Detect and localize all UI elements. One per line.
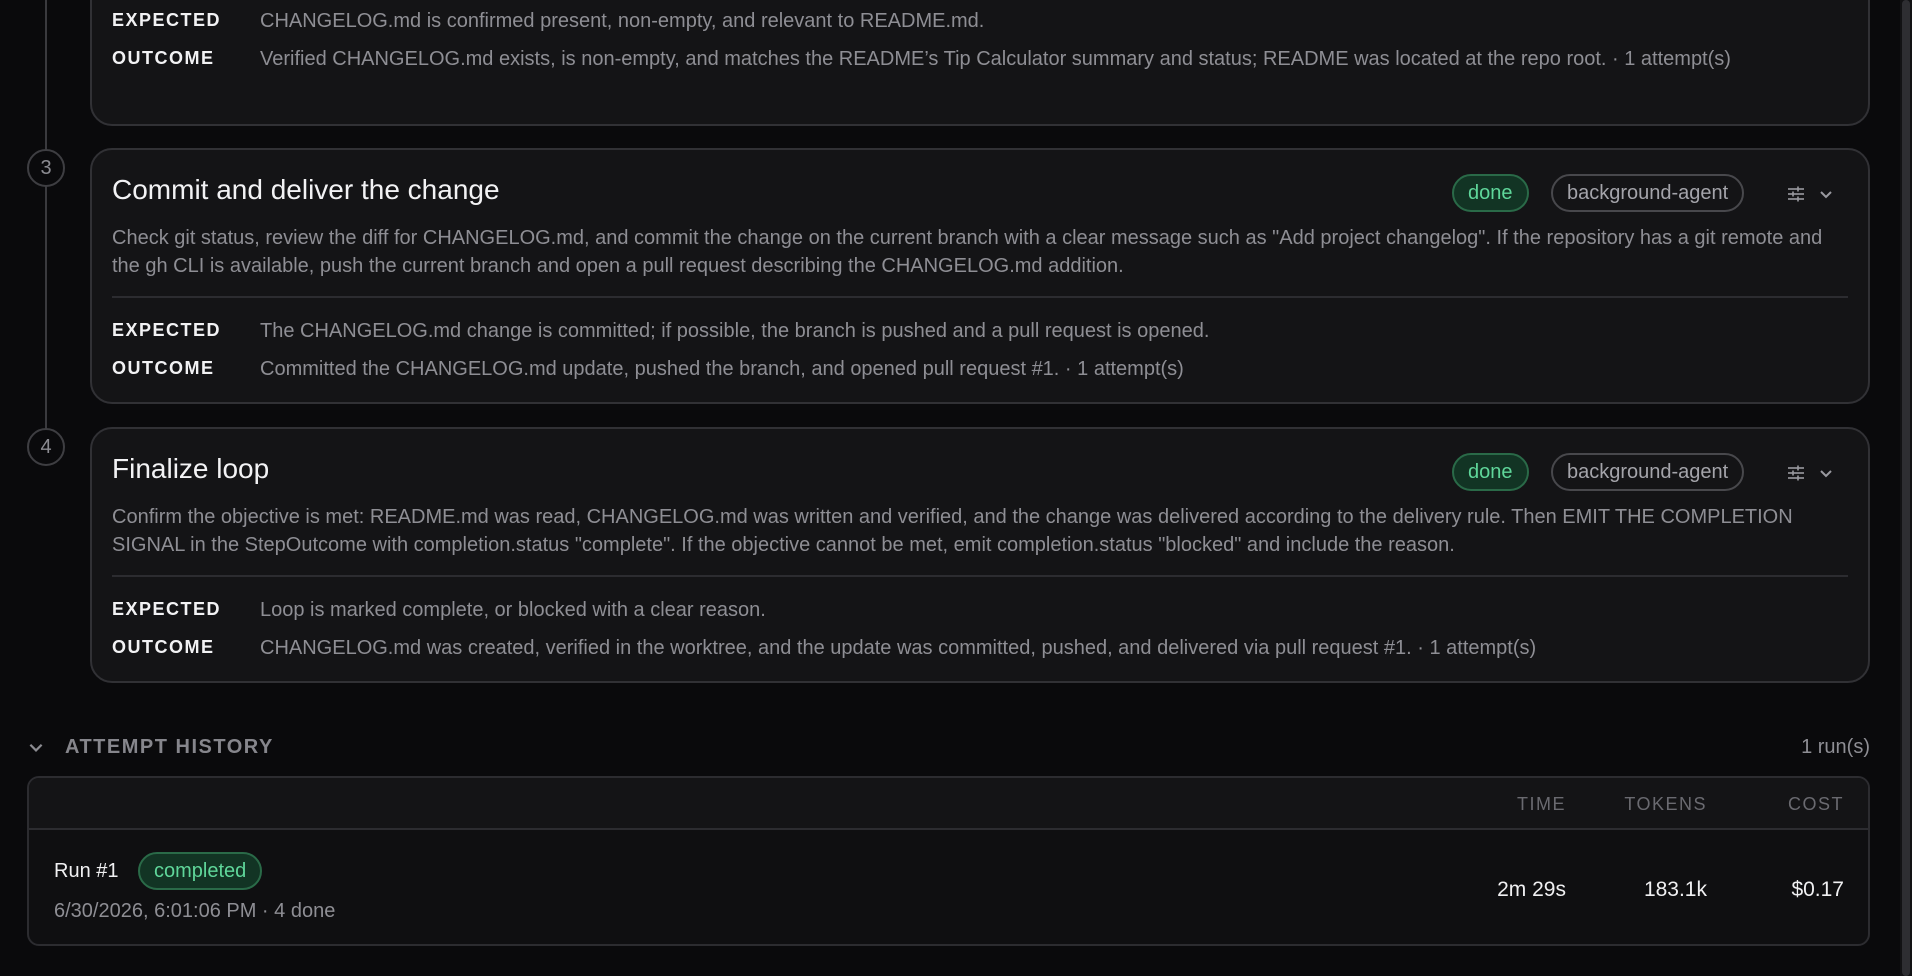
run-cost: $0.17 — [1791, 878, 1844, 901]
run-meta: 6/30/2026, 6:01:06 PM · 4 done — [54, 900, 336, 922]
step-description: Check git status, review the diff for CHANGELOG.md, and commit the change on the current branch with a clear message such as "Add project changelog". If the repository has a git remote and the gh CLI is available, push the current branch and open a pull request describing the CHANGELOG.md addition. — [112, 227, 1823, 277]
expected-value: The CHANGELOG.md change is committed; if possible, the branch is pushed and a pull request is opened. — [260, 320, 1210, 342]
outcome-value: Committed the CHANGELOG.md update, pushed the branch, and opened pull request #1. · 1 attempt(s) — [260, 358, 1184, 380]
chevron-down-icon[interactable] — [1814, 461, 1838, 485]
step-title: Finalize loop — [112, 453, 270, 484]
step-card-3 — [90, 148, 1870, 404]
scrollbar-thumb[interactable] — [1902, 0, 1910, 976]
expected-value: CHANGELOG.md is confirmed present, non-empty, and relevant to README.md. — [260, 10, 985, 32]
expected-label: EXPECTED — [112, 599, 222, 619]
column-tokens: TOKENS — [1624, 794, 1707, 814]
column-time: TIME — [1517, 794, 1566, 814]
divider — [112, 575, 1848, 577]
sliders-icon[interactable] — [1784, 182, 1808, 206]
agent-badge: background-agent — [1551, 174, 1744, 212]
step-description: Confirm the objective is met: README.md was read, CHANGELOG.md was written and verified, and the change was delivered according to the delivery rule. Then EMIT THE COMPLETION SIGNAL in the StepOutcome with completion.status "complete". If the objective cannot be met, emit completion.status "blocked" and include the reason. — [112, 506, 1793, 556]
expected-label: EXPECTED — [112, 10, 222, 30]
scrollbar[interactable] — [1900, 0, 1912, 976]
sliders-icon[interactable] — [1784, 461, 1808, 485]
expected-value: Loop is marked complete, or blocked with a clear reason. — [260, 599, 766, 621]
outcome-value: CHANGELOG.md was created, verified in the worktree, and the update was committed, pushed, and delivered via pull request #1. · 1 attempt(s) — [260, 637, 1537, 659]
step-card-2 — [90, 0, 1870, 126]
outcome-label: OUTCOME — [112, 637, 215, 657]
column-cost: COST — [1787, 794, 1844, 814]
run-count: 1 run(s) — [1801, 736, 1870, 758]
attempt-history-table — [27, 776, 1870, 946]
step-number-3: 3 — [27, 149, 65, 187]
run-tokens: 183.1k — [1643, 878, 1707, 901]
outcome-label: OUTCOME — [112, 48, 215, 68]
outcome-value: Verified CHANGELOG.md exists, is non-empty, and matches the README’s Tip Calculator summary and status; README was located at the repo root. · 1 attempt(s) — [260, 48, 1731, 70]
chevron-down-icon[interactable] — [1814, 182, 1838, 206]
attempt-history-title: ATTEMPT HISTORY — [65, 736, 274, 758]
status-badge: done — [1452, 453, 1529, 491]
expected-label: EXPECTED — [112, 320, 222, 340]
step-number-4: 4 — [27, 428, 65, 466]
step-card-4 — [90, 427, 1870, 683]
divider — [112, 296, 1848, 298]
table-header — [29, 778, 1868, 830]
step-title: Commit and deliver the change — [112, 174, 500, 205]
outcome-label: OUTCOME — [112, 358, 215, 378]
agent-badge: background-agent — [1551, 453, 1744, 491]
attempt-history-header[interactable] — [27, 734, 1870, 762]
chevron-down-icon[interactable] — [27, 738, 49, 760]
status-badge: completed — [138, 852, 262, 890]
run-name: Run #1 — [54, 860, 119, 882]
timeline-line — [45, 0, 47, 446]
run-time: 2m 29s — [1497, 878, 1566, 901]
status-badge: done — [1452, 174, 1529, 212]
